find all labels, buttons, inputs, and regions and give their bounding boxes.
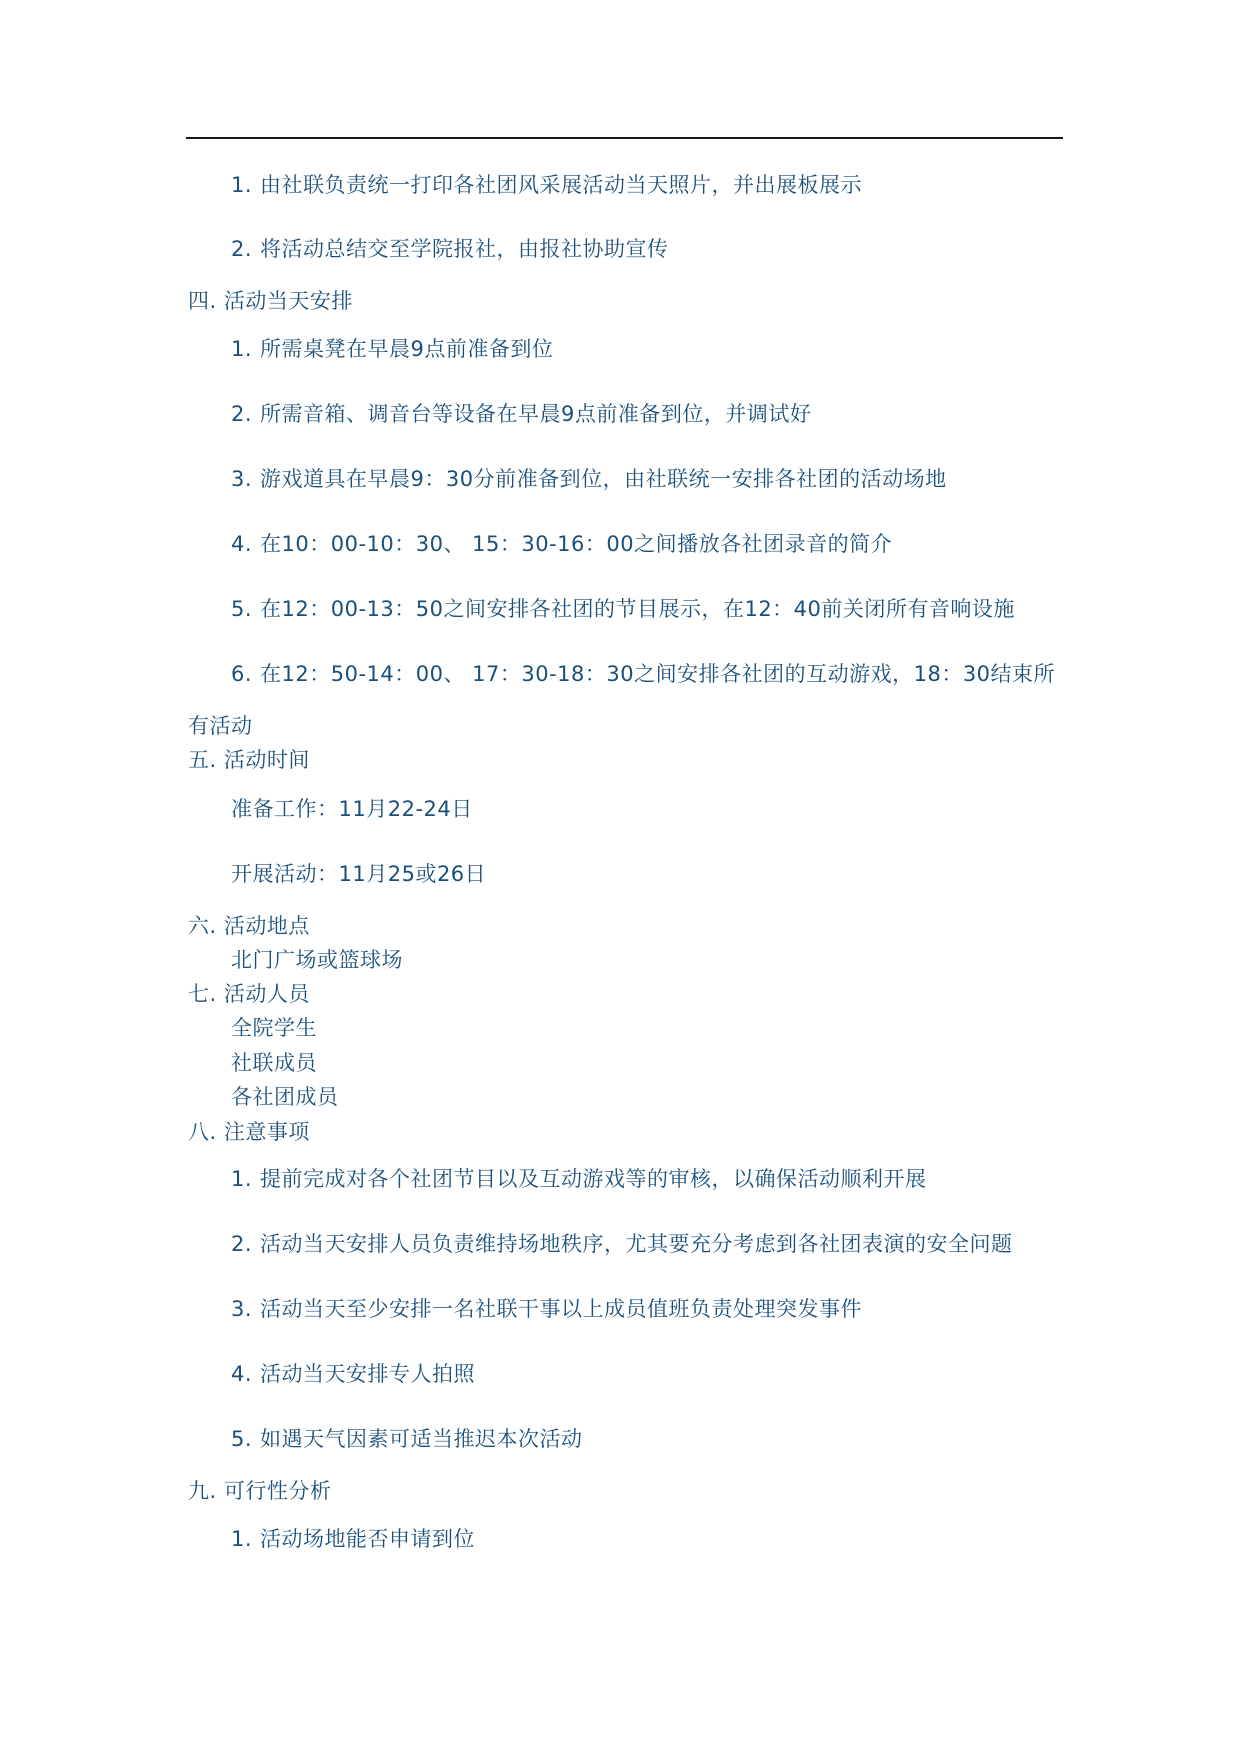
header-rule [186, 137, 1063, 139]
list-item: 1. 活动场地能否申请到位 [231, 1527, 475, 1551]
list-item: 1. 由社联负责统一打印各社团风采展活动当天照片，并出展板展示 [231, 173, 862, 197]
list-item: 3. 游戏道具在早晨9：30分前准备到位，由社联统一安排各社团的活动场地 [231, 467, 947, 491]
text-line: 社联成员 [231, 1051, 317, 1075]
section-heading: 五. 活动时间 [188, 748, 310, 772]
text-line: 各社团成员 [231, 1085, 339, 1109]
list-item: 1. 提前完成对各个社团节目以及互动游戏等的审核，以确保活动顺利开展 [231, 1167, 927, 1191]
section-heading: 四. 活动当天安排 [188, 289, 353, 313]
text-line: 准备工作：11月22-24日 [231, 797, 473, 821]
section-heading: 六. 活动地点 [188, 914, 310, 938]
list-item: 2. 所需音箱、调音台等设备在早晨9点前准备到位，并调试好 [231, 402, 812, 426]
text-line: 北门广场或篮球场 [231, 948, 403, 972]
text-line: 全院学生 [231, 1016, 317, 1040]
list-item: 2. 将活动总结交至学院报社，由报社协助宣传 [231, 237, 669, 261]
list-item: 6. 在12：50-14：00、 17：30-18：30之间安排各社团的互动游戏，18：30结束所 [231, 662, 1056, 686]
list-item: 4. 活动当天安排专人拍照 [231, 1362, 475, 1386]
section-heading: 八. 注意事项 [188, 1120, 310, 1144]
list-item: 5. 如遇天气因素可适当推迟本次活动 [231, 1427, 583, 1451]
list-item-continuation: 有活动 [188, 714, 253, 738]
text-line: 开展活动：11月25或26日 [231, 862, 487, 886]
section-heading: 七. 活动人员 [188, 982, 310, 1006]
list-item: 1. 所需桌凳在早晨9点前准备到位 [231, 337, 554, 361]
list-item: 3. 活动当天至少安排一名社联干事以上成员值班负责处理突发事件 [231, 1297, 862, 1321]
list-item: 5. 在12：00-13：50之间安排各社团的节目展示，在12：40前关闭所有音响设施 [231, 597, 1015, 621]
list-item: 4. 在10：00-10：30、 15：30-16：00之间播放各社团录音的简介 [231, 532, 893, 556]
section-heading: 九. 可行性分析 [188, 1479, 332, 1503]
list-item: 2. 活动当天安排人员负责维持场地秩序，尤其要充分考虑到各社团表演的安全问题 [231, 1232, 1013, 1256]
